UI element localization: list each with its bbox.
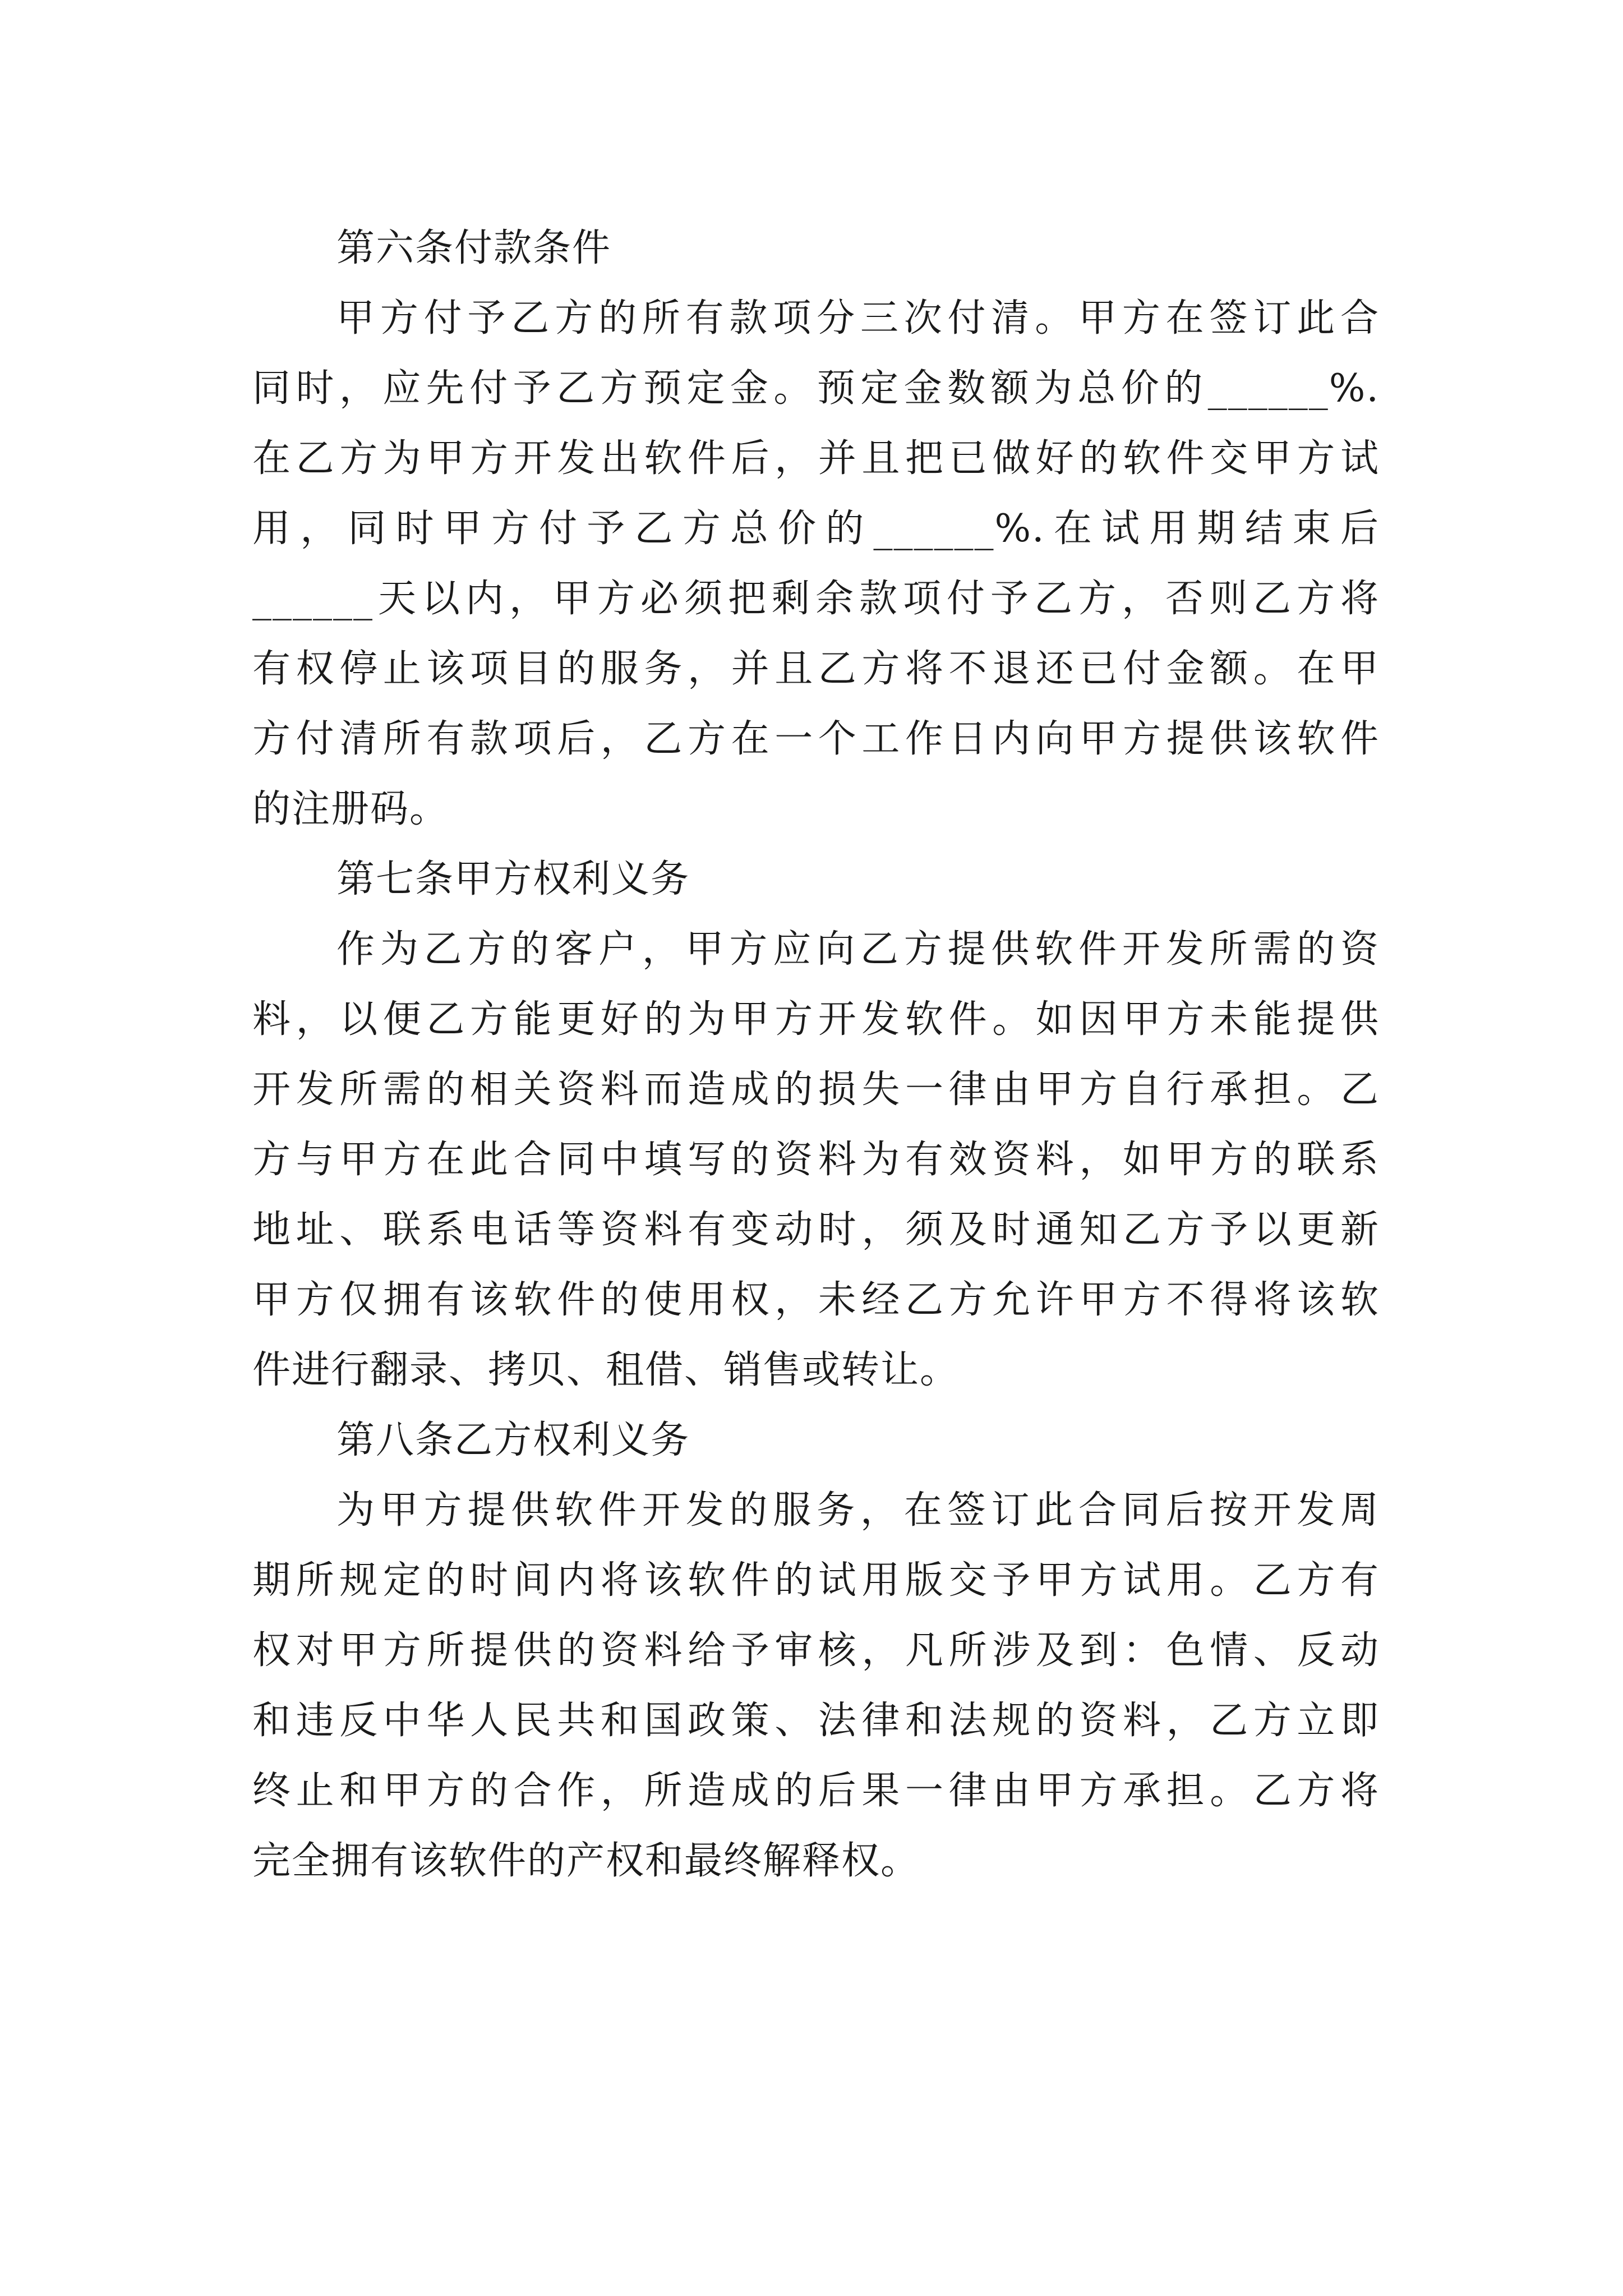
text-line: 权对甲方所提供的资料给予审核，凡所涉及到：色情、反动 bbox=[252, 1628, 1380, 1673]
text-line: 终止和甲方的合作，所造成的后果一律由甲方承担。乙方将 bbox=[252, 1769, 1380, 1813]
text-line: 件进行翻录、拷贝、租借、销售或转让。 bbox=[252, 1348, 960, 1392]
text-line: 甲方仅拥有该软件的使用权，未经乙方允许甲方不得将该软 bbox=[252, 1278, 1380, 1322]
text-line: 有权停止该项目的服务，并且乙方将不退还已付金额。在甲 bbox=[252, 647, 1380, 691]
text-line: 方与甲方在此合同中填写的资料为有效资料，如甲方的联系 bbox=[252, 1138, 1380, 1182]
text-line: 同时，应先付予乙方预定金。预定金数额为总价的______%. bbox=[252, 366, 1380, 411]
text-line: 用，同时甲方付予乙方总价的______%.在试用期结束后 bbox=[252, 507, 1380, 551]
text-line: 期所规定的时间内将该软件的试用版交予甲方试用。乙方有 bbox=[252, 1558, 1380, 1603]
text-line: 甲方付予乙方的所有款项分三次付清。甲方在签订此合 bbox=[336, 296, 1380, 341]
text-line: 在乙方为甲方开发出软件后，并且把已做好的软件交甲方试 bbox=[252, 436, 1380, 481]
text-line: 方付清所有款项后，乙方在一个工作日内向甲方提供该软件 bbox=[252, 717, 1380, 761]
section-heading-8: 第八条乙方权利义务 bbox=[336, 1418, 690, 1462]
text-line: 地址、联系电话等资料有变动时，须及时通知乙方予以更新 bbox=[252, 1208, 1380, 1252]
text-line: 为甲方提供软件开发的服务，在签订此合同后按开发周 bbox=[336, 1488, 1380, 1533]
text-line: 开发所需的相关资料而造成的损失一律由甲方自行承担。乙 bbox=[252, 1068, 1380, 1112]
text-line: 完全拥有该软件的产权和最终解释权。 bbox=[252, 1839, 920, 1883]
text-line: ______天以内，甲方必须把剩余款项付予乙方，否则乙方将 bbox=[252, 577, 1380, 621]
text-line: 作为乙方的客户，甲方应向乙方提供软件开发所需的资 bbox=[336, 927, 1380, 972]
document-body bbox=[252, 213, 1380, 1896]
section-heading-6: 第六条付款条件 bbox=[336, 226, 612, 270]
text-line: 和违反中华人民共和国政策、法律和法规的资料，乙方立即 bbox=[252, 1699, 1380, 1743]
text-line: 的注册码。 bbox=[252, 787, 449, 831]
section-heading-7: 第七条甲方权利义务 bbox=[336, 857, 690, 901]
text-line: 料，以便乙方能更好的为甲方开发软件。如因甲方未能提供 bbox=[252, 997, 1380, 1042]
